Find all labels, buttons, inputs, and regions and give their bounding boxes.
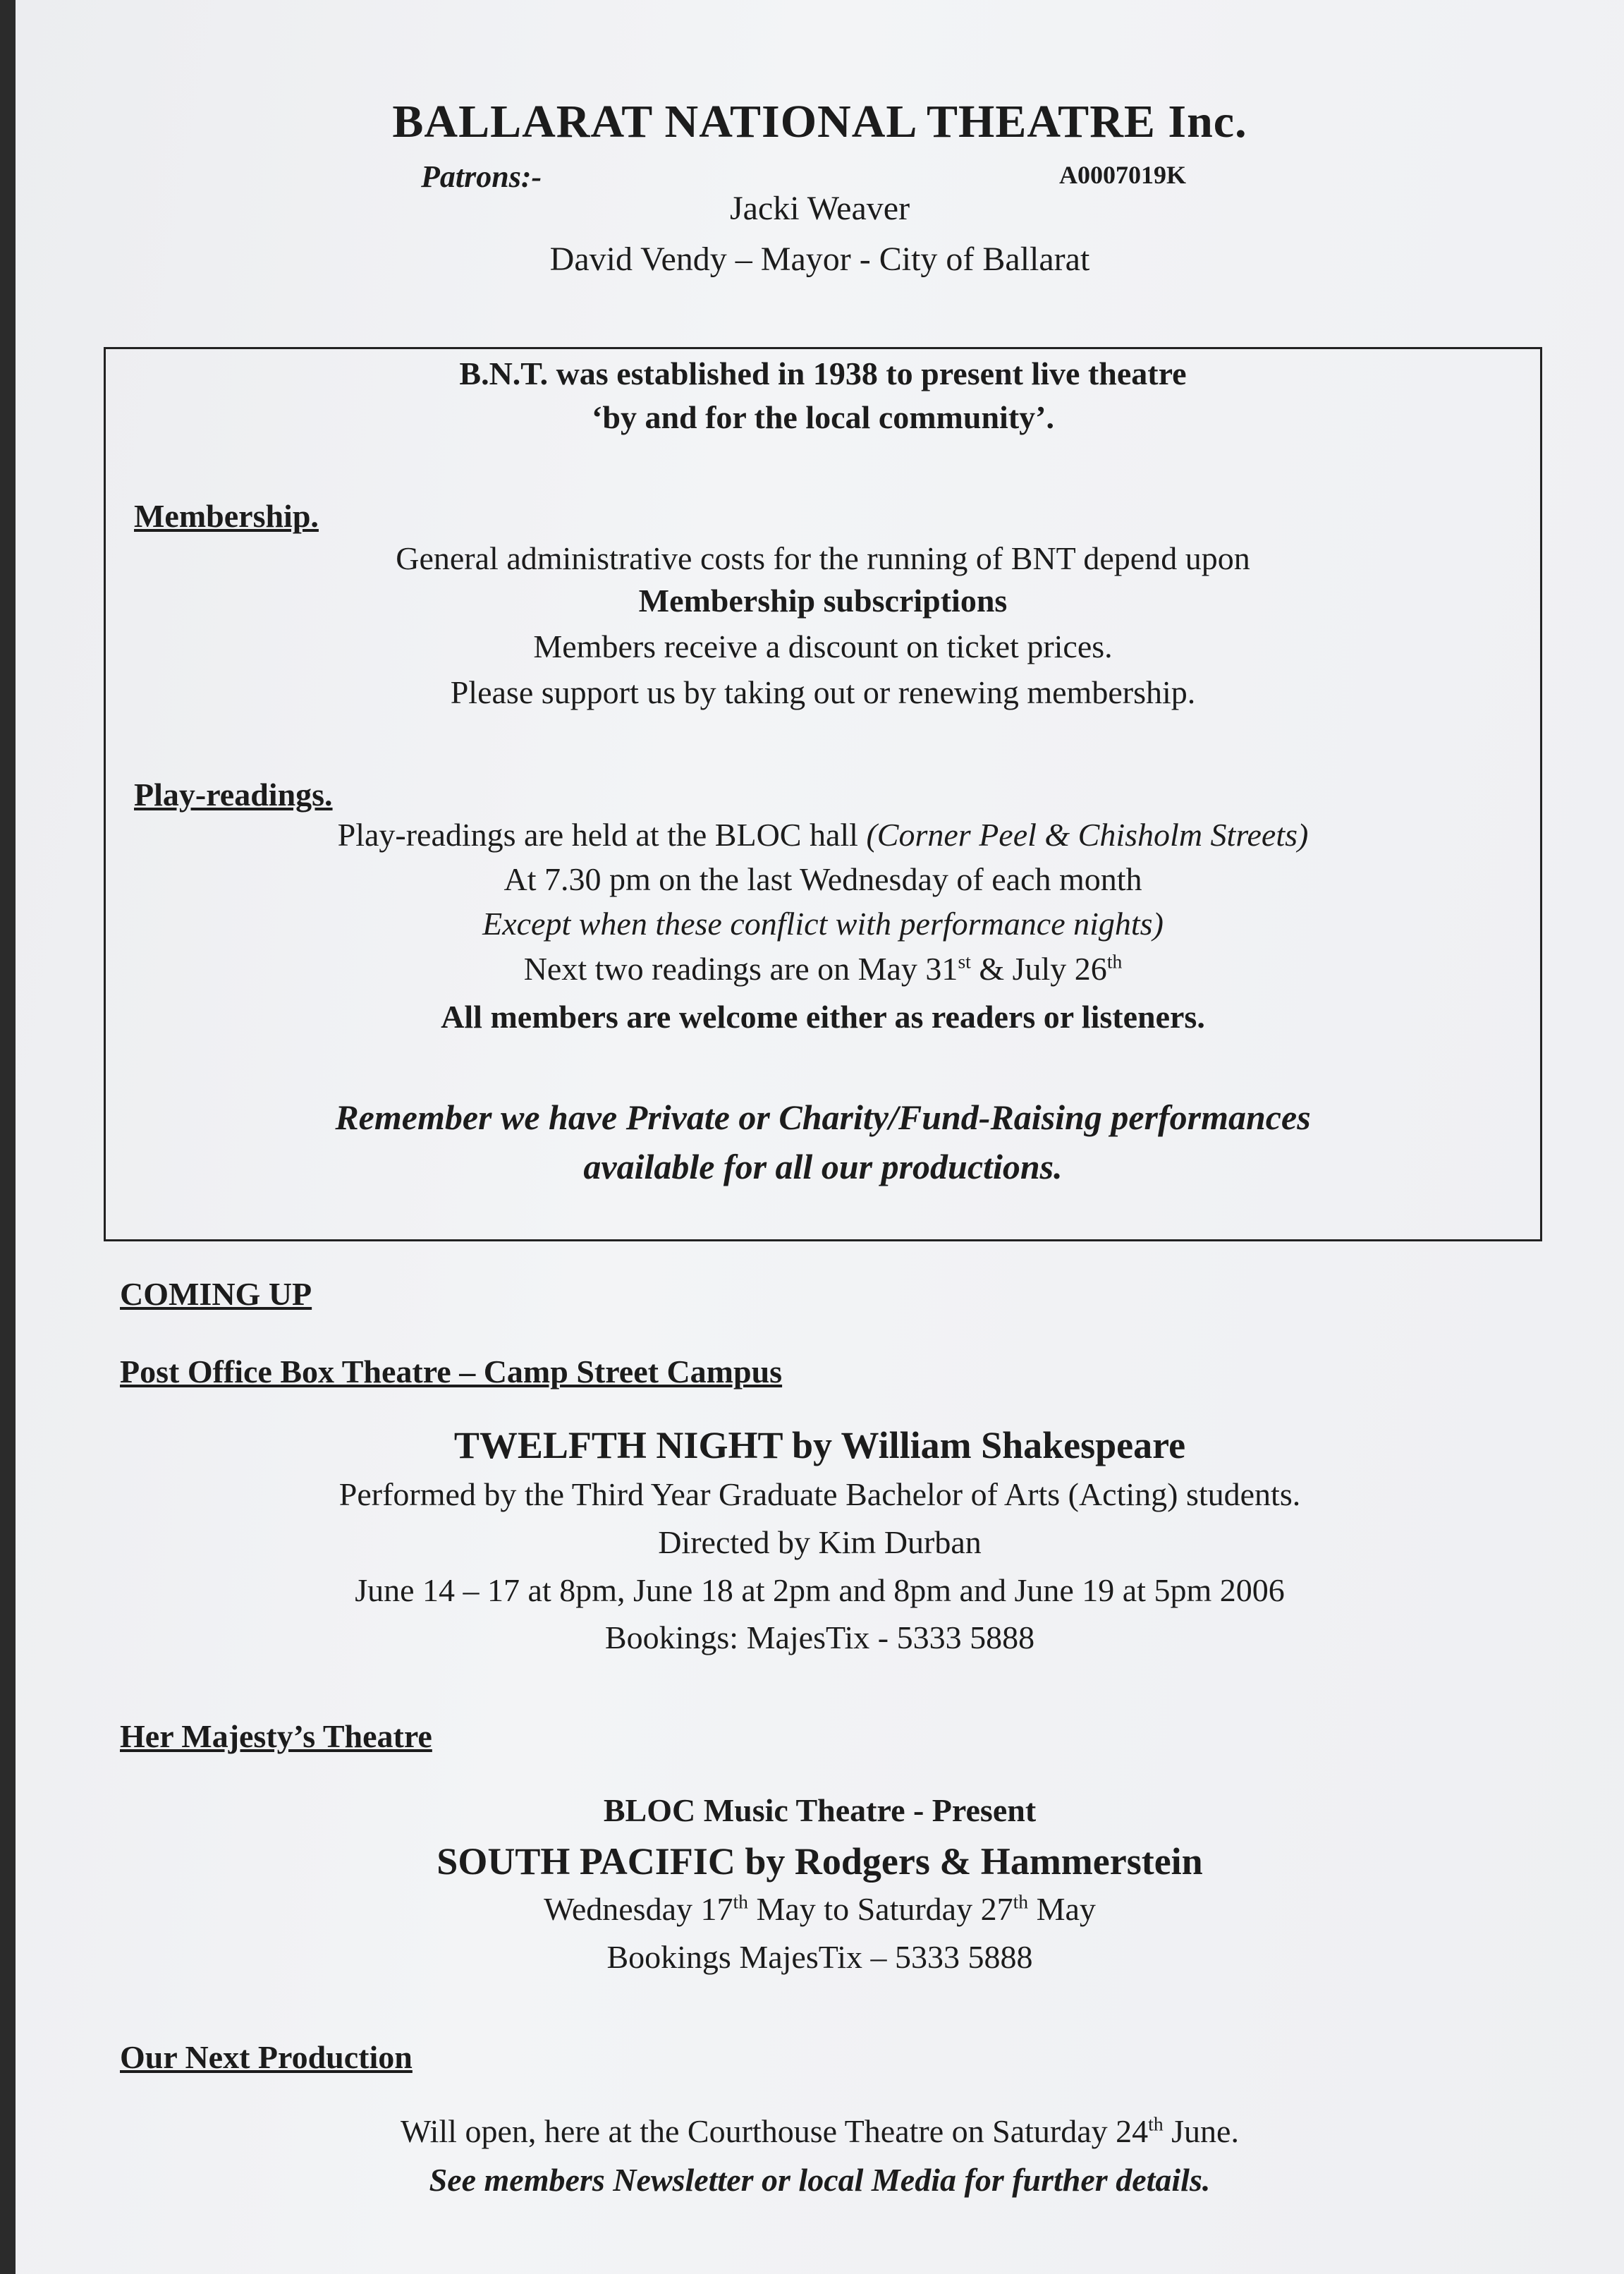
play-readings-venue: Play-readings are held at the BLOC hall [337,817,858,853]
patrons-label: Patrons:- [421,159,542,194]
next-readings-a: Next two readings are on May 31 [523,951,958,987]
next-readings-sup-1: st [958,950,971,973]
membership-line-2: Membership subscriptions [638,583,1008,619]
play-readings-location: (Corner Peel & Chisholm Streets) [866,817,1309,853]
remember-line-2: available for all our productions. [583,1147,1063,1186]
membership-line-3: Members receive a discount on ticket prices. [533,628,1113,664]
venue-1-line-4: Bookings: MajesTix - 5333 5888 [604,1619,1035,1655]
next-readings-b: & July 26 [970,951,1107,987]
membership-heading: Membership. [134,498,319,534]
venue-2-dates [16,1890,1624,1928]
venue-2-dates-b: May to Saturday 27 [747,1891,1013,1927]
remember-line-1: Remember we have Private or Charity/Fund-Raising performances [335,1098,1311,1137]
next-production-a: Will open, here at the Courthouse Theatre on Saturday 24 [401,2113,1149,2149]
venue-2-dates-c: May [1028,1891,1096,1927]
intro-line-2: ‘by and for the local community’. [592,399,1054,435]
next-production-b: June. [1163,2113,1239,2149]
next-readings-sup-2: th [1106,950,1123,973]
venue-2-show: SOUTH PACIFIC by Rodgers & Hammerstein [436,1840,1203,1883]
membership-line-4: Please support us by taking out or renewing membership. [450,674,1196,710]
venue-1-line-1: Performed by the Third Year Graduate Bachelor of Arts (Acting) students. [338,1476,1301,1512]
play-readings-heading: Play-readings. [134,777,333,813]
info-box [104,347,1542,1241]
play-readings-line-3: Except when these conflict with performance nights) [482,906,1164,942]
play-readings-line-5: All members are welcome either as readers or listeners. [441,999,1205,1035]
venue-1-line-2: Directed by Kim Durban [658,1524,982,1560]
programme-page [16,0,1624,2274]
venue-2-dates-sup-2: th [1013,1890,1029,1913]
next-production-heading: Our Next Production [120,2039,413,2075]
venue-2-presenter: BLOC Music Theatre - Present [603,1792,1037,1828]
membership-line-1: General administrative costs for the running of BNT depend upon [396,540,1250,576]
coming-up-heading: COMING UP [120,1276,312,1312]
play-readings-line-4 [106,950,1540,987]
page-title: BALLARAT NATIONAL THEATRE Inc. [392,96,1247,147]
venue-1-heading: Post Office Box Theatre – Camp Street Campus [120,1354,783,1390]
next-production-sup: th [1148,2112,1164,2135]
venue-2-heading: Her Majesty’s Theatre [120,1718,432,1754]
venue-2-dates-a: Wednesday 17 [544,1891,733,1927]
venue-1-show: TWELFTH NIGHT by William Shakespeare [453,1424,1186,1466]
next-production-line-1 [16,2112,1624,2150]
venue-1-line-3: June 14 – 17 at 8pm, June 18 at 2pm and 8pm and June 19 at 5pm 2006 [355,1572,1285,1608]
play-readings-line-1 [106,816,1540,853]
venue-2-bookings: Bookings MajesTix – 5333 5888 [606,1939,1033,1975]
registration-number: A0007019K [1059,161,1186,189]
patron-2: David Vendy – Mayor - City of Ballarat [549,241,1090,278]
play-readings-line-2: At 7.30 pm on the last Wednesday of each month [503,861,1142,897]
next-production-line-2: See members Newsletter or local Media for further details. [429,2162,1211,2198]
patron-1: Jacki Weaver [729,190,910,227]
venue-2-dates-sup-1: th [733,1890,748,1913]
intro-line-1: B.N.T. was established in 1938 to present live theatre [459,355,1187,391]
